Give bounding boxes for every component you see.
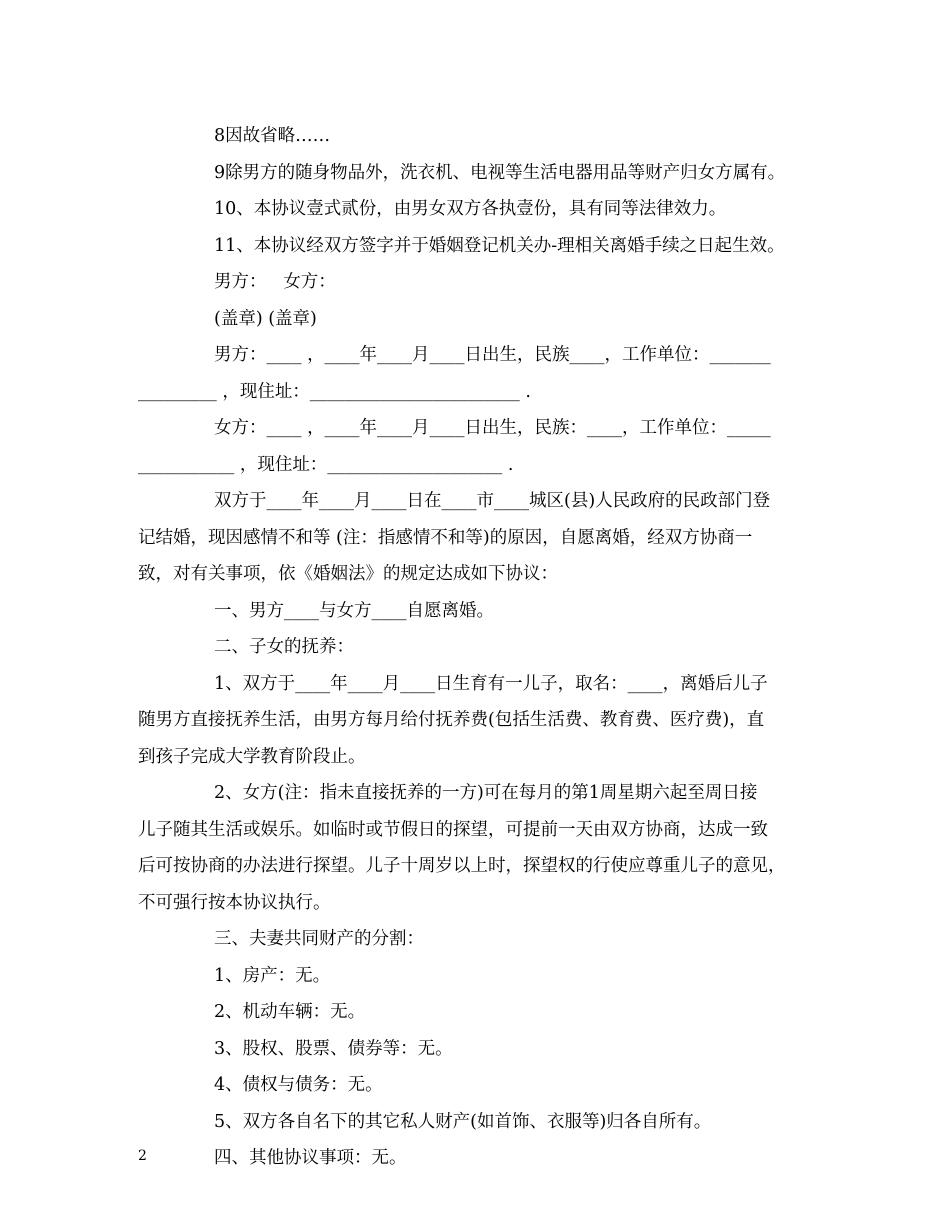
text-line: 记结婚，现因感情不和等 (注：指感情不和等)的原因，自愿离婚，经双方协商一 (138, 527, 753, 548)
text-line: 男方：____ ，____年____月____日出生，民族____，工作单位：_______ (214, 345, 771, 365)
page-number: 2 (138, 1148, 147, 1164)
text-line: 5、双方各自名下的其它私人财产(如首饰、衣服等)归各自所有。 (214, 1111, 712, 1132)
text-line: 后可按协商的办法进行探望。儿子十周岁以上时，探望权的行使应尊重儿子的意见， (138, 856, 786, 876)
text-line: 一、男方____与女方____自愿离婚。 (214, 600, 494, 621)
text-line: 2、机动车辆：无。 (214, 1002, 366, 1022)
text-line: 女方：____ ，____年____月____日出生，民族：____，工作单位：_____ (214, 418, 771, 438)
text-line: 双方于____年____月____日在____市____城区(县)人民政府的民政部门登 (214, 491, 771, 511)
text-line: 9除男方的随身物品外，洗衣机、电视等生活电器用品等财产归女方属有。 (214, 162, 786, 183)
text-line: 10、本协议壹式贰份，由男女双方各执壹份，具有同等法律效力。 (214, 199, 727, 219)
text-line: 致，对有关事项，依《婚姻法》的规定达成如下协议： (138, 564, 558, 584)
text-line: (盖章) (盖章) (214, 308, 317, 329)
document-body (138, 118, 818, 1177)
text-line: 随男方直接抚养生活，由男方每月给付抚养费(包括生活费、教育费、医疗费)，直 (138, 710, 765, 730)
text-line: 三、夫妻共同财产的分割： (214, 929, 424, 949)
text-line: _________ ，现住址：________________________ . (138, 381, 531, 402)
text-line: 二、子女的抚养： (214, 637, 354, 657)
text-line: 男方： 女方： (214, 272, 336, 292)
text-line: 四、其他协议事项：无。 (214, 1148, 407, 1168)
text-line: 3、股权、股票、债券等：无。 (214, 1038, 453, 1059)
text-line: 不可强行按本协议执行。 (138, 892, 331, 913)
text-line: 4、债权与债务：无。 (214, 1075, 383, 1095)
text-line: 1、房产：无。 (214, 965, 331, 986)
text-line: 儿子随其生活或娱乐。如临时或节假日的探望，可提前一天由双方协商，达成一致 (138, 819, 768, 840)
text-line: 11、本协议经双方签字并于婚姻登记机关办-理相关离婚手续之日起生效。 (214, 235, 785, 256)
text-line: 到孩子完成大学教育阶段止。 (138, 746, 366, 767)
text-line: ___________ ，现住址：____________________ . (138, 454, 514, 475)
text-line: 8因故省略…… (214, 126, 331, 146)
text-line: 1、双方于____年____月____日生育有一儿子，取名：____，离婚后儿子 (214, 673, 768, 694)
text-line: 2、女方(注：指未直接抚养的一方)可在每月的第1周星期六起至周日接 (214, 783, 758, 803)
